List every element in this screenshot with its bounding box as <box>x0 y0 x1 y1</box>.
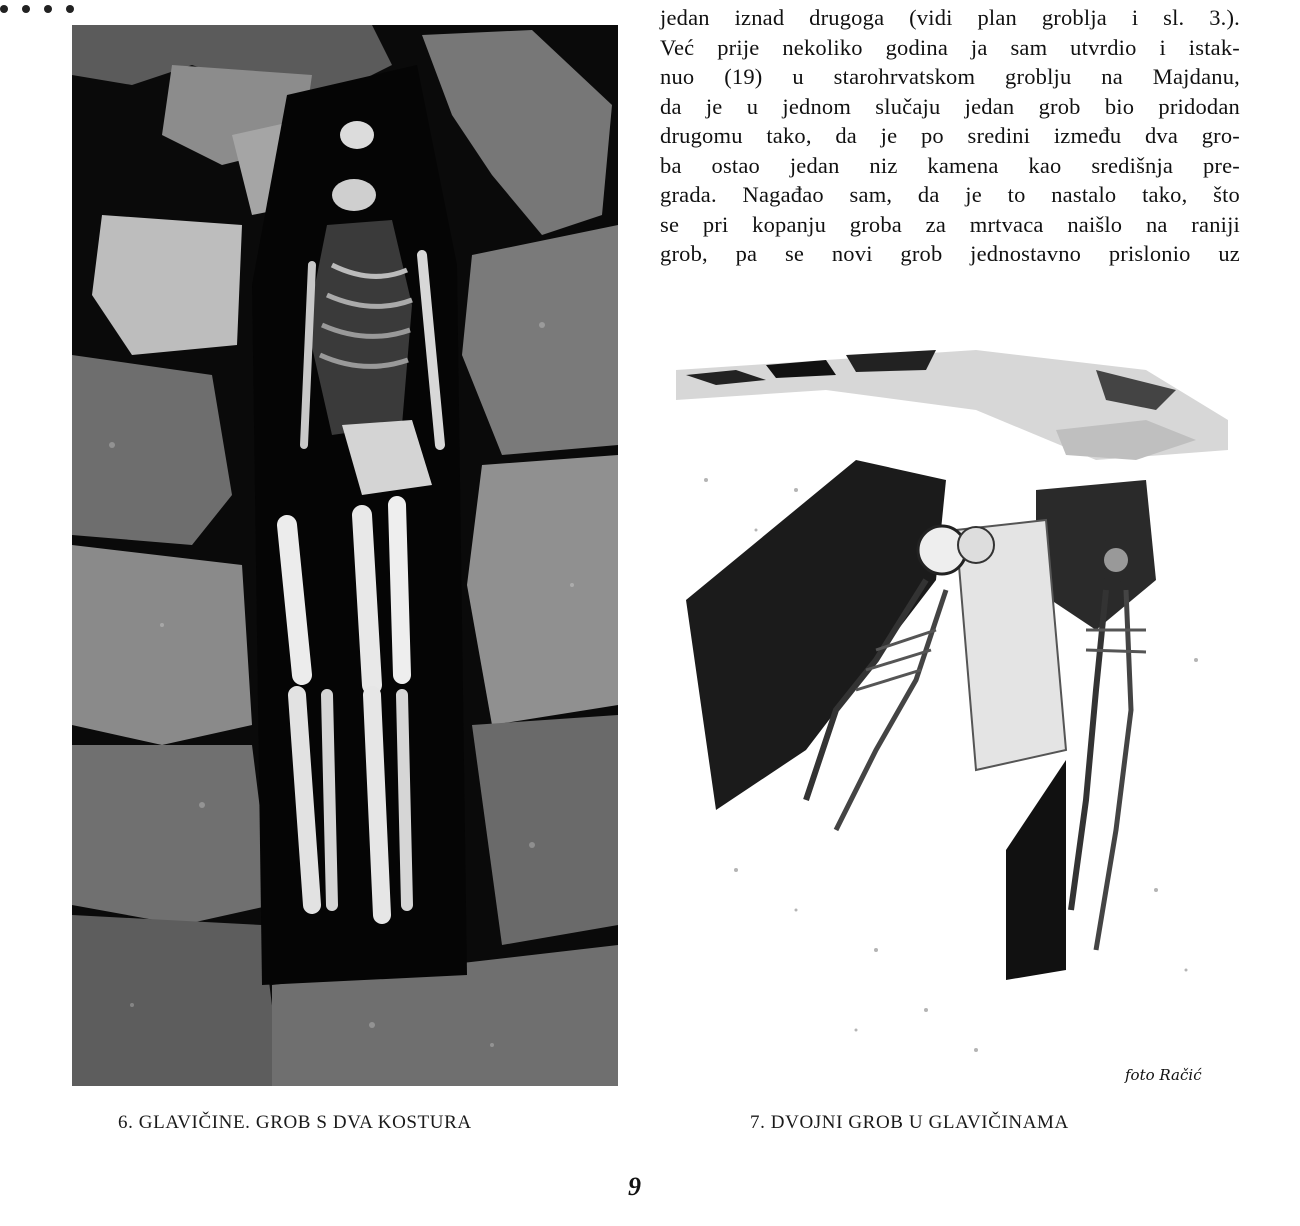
page-number: 9 <box>628 1172 641 1201</box>
top-edge-fragment <box>0 0 260 14</box>
text-line: ba ostao jedan niz kamena kao središnja pre- <box>660 152 1240 178</box>
text-line: Već prije nekoliko godina ja sam utvrdio i istak- <box>660 34 1240 60</box>
text-line: nuo (19) u starohrvatskom groblju na Majdanu, <box>660 64 1240 89</box>
text-line: se pri kopanju groba za mrtvaca naišlo na raniji <box>660 211 1240 237</box>
text-line: drugomu tako, da je po sredini između dva gro- <box>660 123 1240 148</box>
double-grave-photo-illustration <box>676 330 1228 1090</box>
text-line: jedan iznad drugoga (vidi plan groblja i sl. 3.). <box>660 5 1240 30</box>
photo-credit: foto Račić <box>1125 1066 1202 1084</box>
text-line: da je u jednom slučaju jedan grob bio pridodan <box>660 93 1240 119</box>
body-text-column <box>660 0 1240 269</box>
figure-6-photo <box>72 25 618 1086</box>
text-line: grada. Nagađao sam, da je to nastalo tako, što <box>660 182 1240 207</box>
figure-6-caption: 6. GLAVIČINE. GROB S DVA KOSTURA <box>118 1112 472 1133</box>
grave-photo-illustration <box>72 25 618 1086</box>
text-line: grob, pa se novi grob jednostavno prislonio uz <box>660 241 1240 266</box>
figure-7-caption: 7. DVOJNI GROB U GLAVIČINAMA <box>750 1112 1069 1133</box>
figure-7-photo <box>676 330 1228 1090</box>
